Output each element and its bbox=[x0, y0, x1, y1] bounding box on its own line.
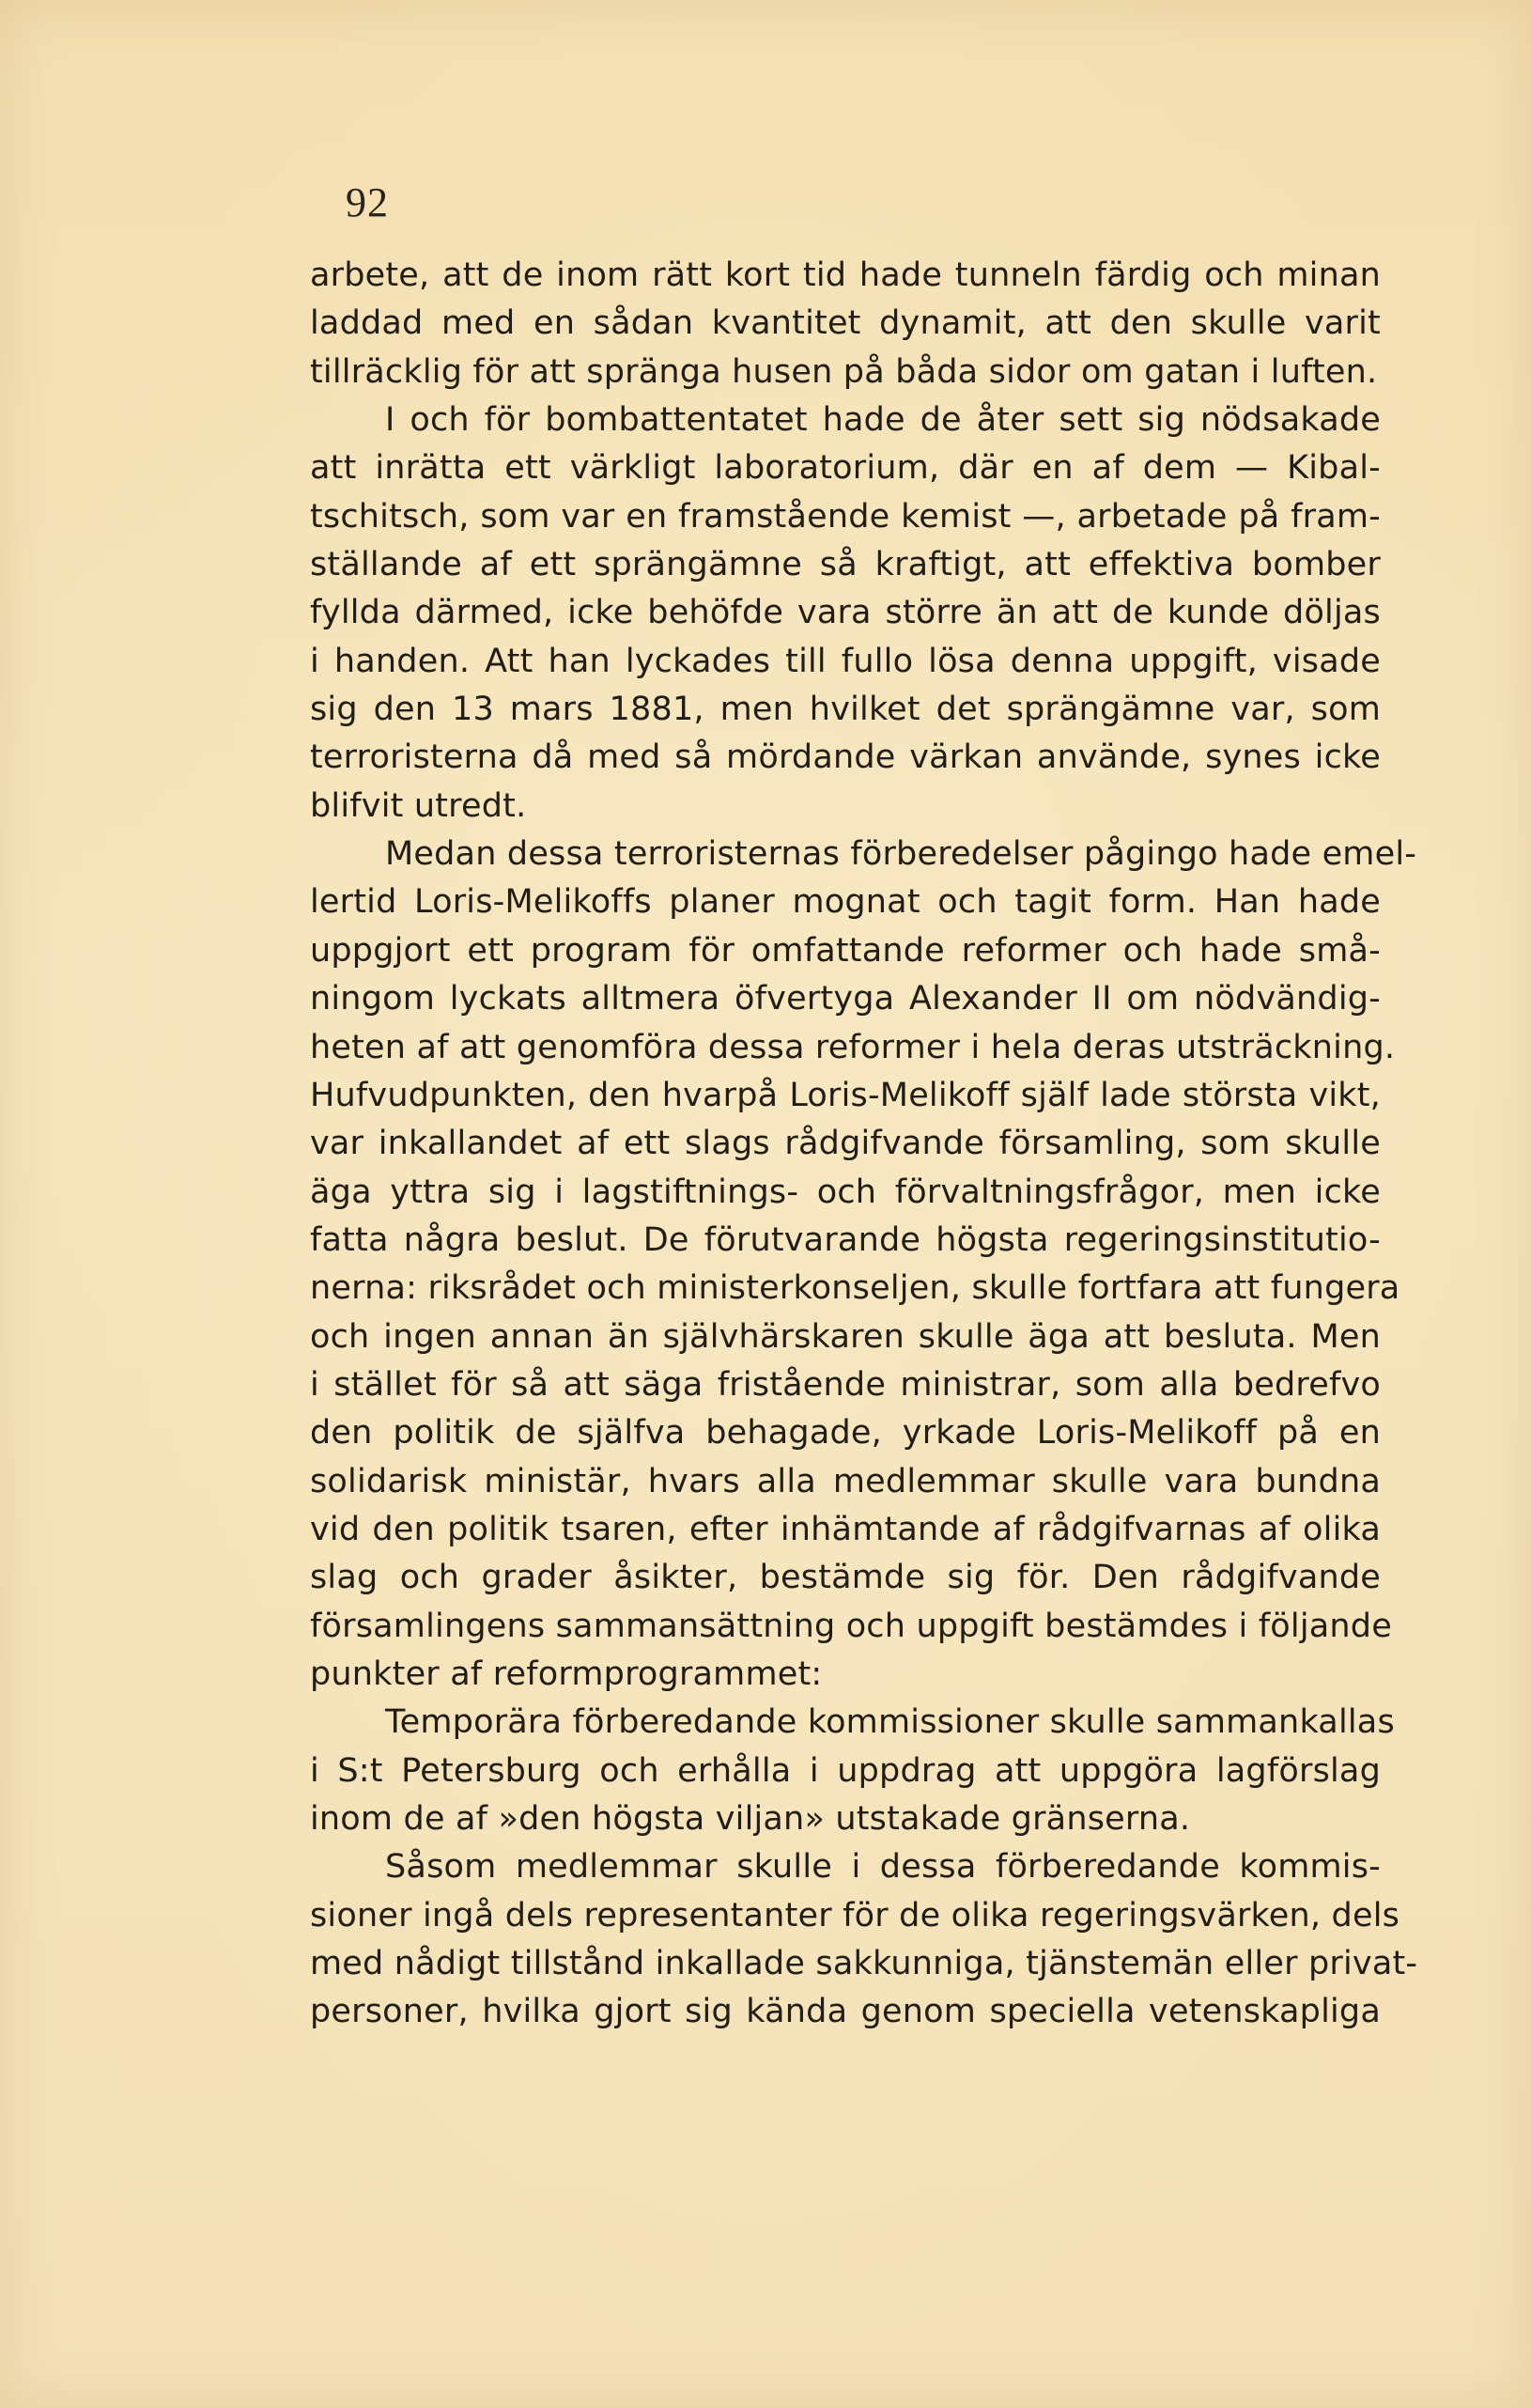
text-line: ningom lyckats alltmera öfvertyga Alexander II om nödvändig- bbox=[310, 980, 1381, 1018]
text-line: personer, hvilka gjort sig kända genom speciella vetenskapliga bbox=[310, 1993, 1381, 2031]
text-line: inom de af »den högsta viljan» utstakade gränserna. bbox=[310, 1800, 1191, 1838]
text-line: vid den politik tsaren, efter inhämtande af rådgifvarnas af olika bbox=[310, 1510, 1381, 1548]
text-line: lertid Loris-Melikoffs planer mognat och tagit form. Han hade bbox=[310, 883, 1381, 922]
text-line: och ingen annan än självhärskaren skulle äga att besluta. Men bbox=[310, 1317, 1381, 1356]
text-line: den politik de själfva behagade, yrkade Loris-Melikoff på en bbox=[310, 1414, 1381, 1453]
text-line: solidarisk ministär, hvars alla medlemmar skulle vara bundna bbox=[310, 1462, 1381, 1500]
text-line: fatta några beslut. De förutvarande högsta regeringsinstitutio- bbox=[310, 1220, 1381, 1259]
text-line: uppgjort ett program för omfattande reformer och hade små- bbox=[310, 931, 1381, 970]
text-line: Hufvudpunkten, den hvarpå Loris-Melikoff själf lade största vikt, bbox=[310, 1076, 1381, 1114]
text-line: församlingens sammansättning och uppgift bestämdes i följande bbox=[310, 1607, 1392, 1645]
text-line: var inkallandet af ett slags rådgifvande församling, som skulle bbox=[310, 1125, 1381, 1163]
text-line: fyllda därmed, icke behöfde vara större än att de kunde döljas bbox=[310, 594, 1381, 632]
text-line: Temporära förberedande kommissioner skulle sammankallas bbox=[385, 1703, 1395, 1742]
text-line: att inrätta ett värkligt laboratorium, där en af dem — Kibal- bbox=[310, 449, 1381, 488]
text-line: nerna: riksrådet och ministerkonseljen, skulle fortfara att fungera bbox=[310, 1269, 1400, 1308]
text-line: sioner ingå dels representanter för de olika regeringsvärken, dels bbox=[310, 1896, 1400, 1934]
text-line: med nådigt tillstånd inkallade sakkunniga, tjänstemän eller privat- bbox=[310, 1945, 1418, 1983]
text-line: terroristerna då med så mördande värkan använde, synes icke bbox=[310, 738, 1381, 777]
text-line: Medan dessa terroristernas förberedelser pågingo hade emel- bbox=[385, 835, 1417, 874]
text-line: ställande af ett sprängämne så kraftigt, att effektiva bomber bbox=[310, 546, 1381, 584]
body-text bbox=[310, 252, 1418, 2037]
text-line: i S:t Petersburg och erhålla i uppdrag att uppgöra lagförslag bbox=[310, 1751, 1381, 1790]
text-line: arbete, att de inom rätt kort tid hade tunneln färdig och minan bbox=[310, 256, 1381, 294]
text-line: heten af att genomföra dessa reformer i hela deras utsträckning. bbox=[310, 1028, 1396, 1066]
text-line: I och för bombattentatet hade de åter sett sig nödsakade bbox=[385, 401, 1381, 440]
page-number: 92 bbox=[346, 179, 389, 225]
text-line: i handen. Att han lyckades till fullo lösa denna uppgift, visade bbox=[310, 642, 1381, 680]
text-line: Såsom medlemmar skulle i dessa förberedande kommis- bbox=[385, 1848, 1381, 1887]
text-line: tschitsch, som var en framstående kemist —, arbetade på fram- bbox=[310, 497, 1381, 536]
text-line: punkter af reformprogrammet: bbox=[310, 1655, 823, 1693]
text-line: slag och grader åsikter, bestämde sig för. Den rådgifvande bbox=[310, 1559, 1381, 1597]
text-line: äga yttra sig i lagstiftnings- och förvaltningsfrågor, men icke bbox=[310, 1173, 1381, 1211]
text-line: tillräcklig för att spränga husen på båda sidor om gatan i luften. bbox=[310, 352, 1378, 391]
text-line: blifvit utredt. bbox=[310, 786, 527, 825]
text-line: laddad med en sådan kvantitet dynamit, att den skulle varit bbox=[310, 304, 1381, 343]
text-line: sig den 13 mars 1881, men hvilket det sprängämne var, som bbox=[310, 691, 1381, 729]
text-line: i stället för så att säga fristående ministrar, som alla bedrefvo bbox=[310, 1365, 1381, 1404]
